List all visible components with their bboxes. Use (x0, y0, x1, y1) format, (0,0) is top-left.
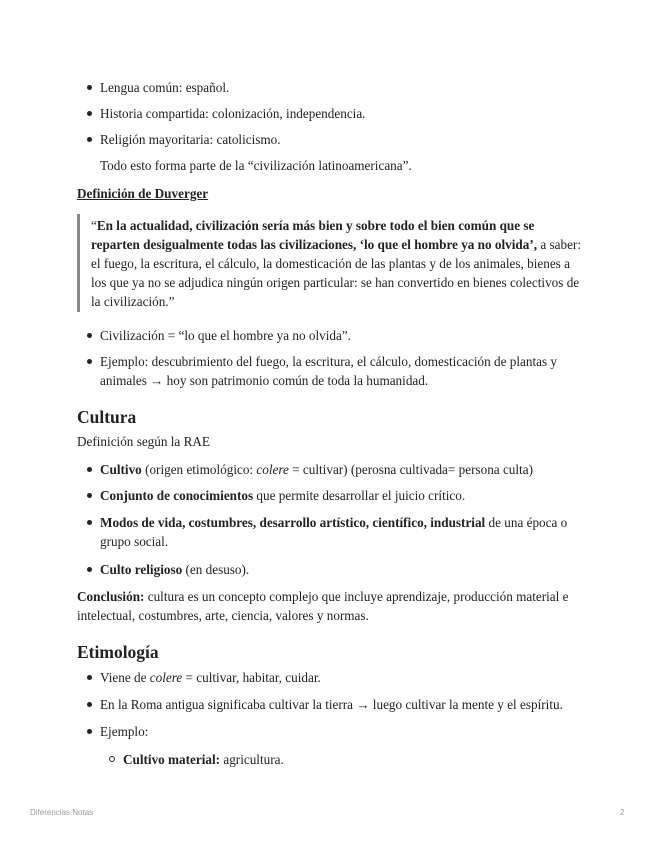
sub-list-item (123, 750, 573, 769)
list-item: Lengua común: español. (100, 80, 230, 95)
footer-title: Diferencias Notas (30, 808, 94, 817)
list-item: Ejemplo: (100, 722, 580, 741)
quote-bold: En la actualidad, civilización sería más bien y sobre todo el bien común que se reparten desigualmente todas las civilizaciones, ‘lo que el hombre ya no olvida’, (91, 218, 538, 252)
list-item: Ejemplo: descubrimiento del fuego, la escritura, el cálculo, domesticación de plantas y animales → hoy son patrimonio común de toda la humanidad. (100, 352, 570, 390)
cultura-intro: Definición según la RAE (77, 434, 210, 449)
list-item: En la Roma antigua significaba cultivar la tierra → luego cultivar la mente y el espíritu. (100, 695, 580, 714)
duverger-quote (91, 216, 583, 311)
cultura-conclusion (77, 587, 577, 625)
conclusion-label: Conclusión: (77, 589, 145, 604)
item-text: (en desuso). (182, 562, 250, 577)
item-bold: Cultivo (100, 462, 142, 477)
item-text: = cultivar, habitar, cuidar. (182, 670, 321, 685)
item-text: agricultura. (220, 752, 284, 767)
item-text: (origen etimológico: (141, 462, 257, 477)
item-bold: Culto religioso (100, 562, 183, 577)
list-item: Civilización = “lo que el hombre ya no olvida”. (100, 326, 580, 345)
item-bold: Cultivo material: (123, 752, 221, 767)
item-text: que permite desarrollar el juicio crítico. (253, 488, 466, 503)
blockquote-bar (77, 214, 80, 312)
item-text: = cultivar) (perosna cultivada= persona culta) (288, 462, 533, 477)
list-item (100, 513, 570, 551)
item-bold: Modos de vida, costumbres, desarrollo artístico, científico, industrial (100, 515, 486, 530)
conclusion-text: cultura es un concepto complejo que incluye aprendizaje, producción material e intelectual, costumbres, arte, ciencia, valores y normas. (77, 589, 569, 623)
list-item (100, 486, 580, 505)
list-item (100, 668, 580, 687)
duverger-heading: Definición de Duverger (77, 186, 209, 201)
top-note: Todo esto forma parte de la “civilización latinoamericana”. (100, 158, 412, 173)
item-text: de una época o grupo social. (100, 515, 568, 549)
item-italic: colere (149, 670, 183, 685)
page-number: 2 (620, 808, 625, 817)
item-italic: colere (256, 462, 289, 477)
cultura-title: Cultura (77, 407, 137, 427)
list-item (100, 460, 580, 479)
item-text: Viene de (100, 670, 150, 685)
list-item: Historia compartida: colonización, independencia. (100, 106, 366, 121)
quote-open: “ (91, 218, 97, 233)
quote-rest: a saber: el fuego, la escritura, el cálculo, la domesticación de las plantas y de los animales, bienes a los que ya no se adjudica ningún origen particular: se han convertido en bienes colectivos de la civilización.” (91, 237, 581, 309)
item-bold: Conjunto de conocimientos (100, 488, 254, 503)
list-item: Religión mayoritaria: catolicismo. (100, 132, 281, 147)
list-item (100, 560, 580, 579)
etimologia-title: Etimología (77, 642, 159, 662)
